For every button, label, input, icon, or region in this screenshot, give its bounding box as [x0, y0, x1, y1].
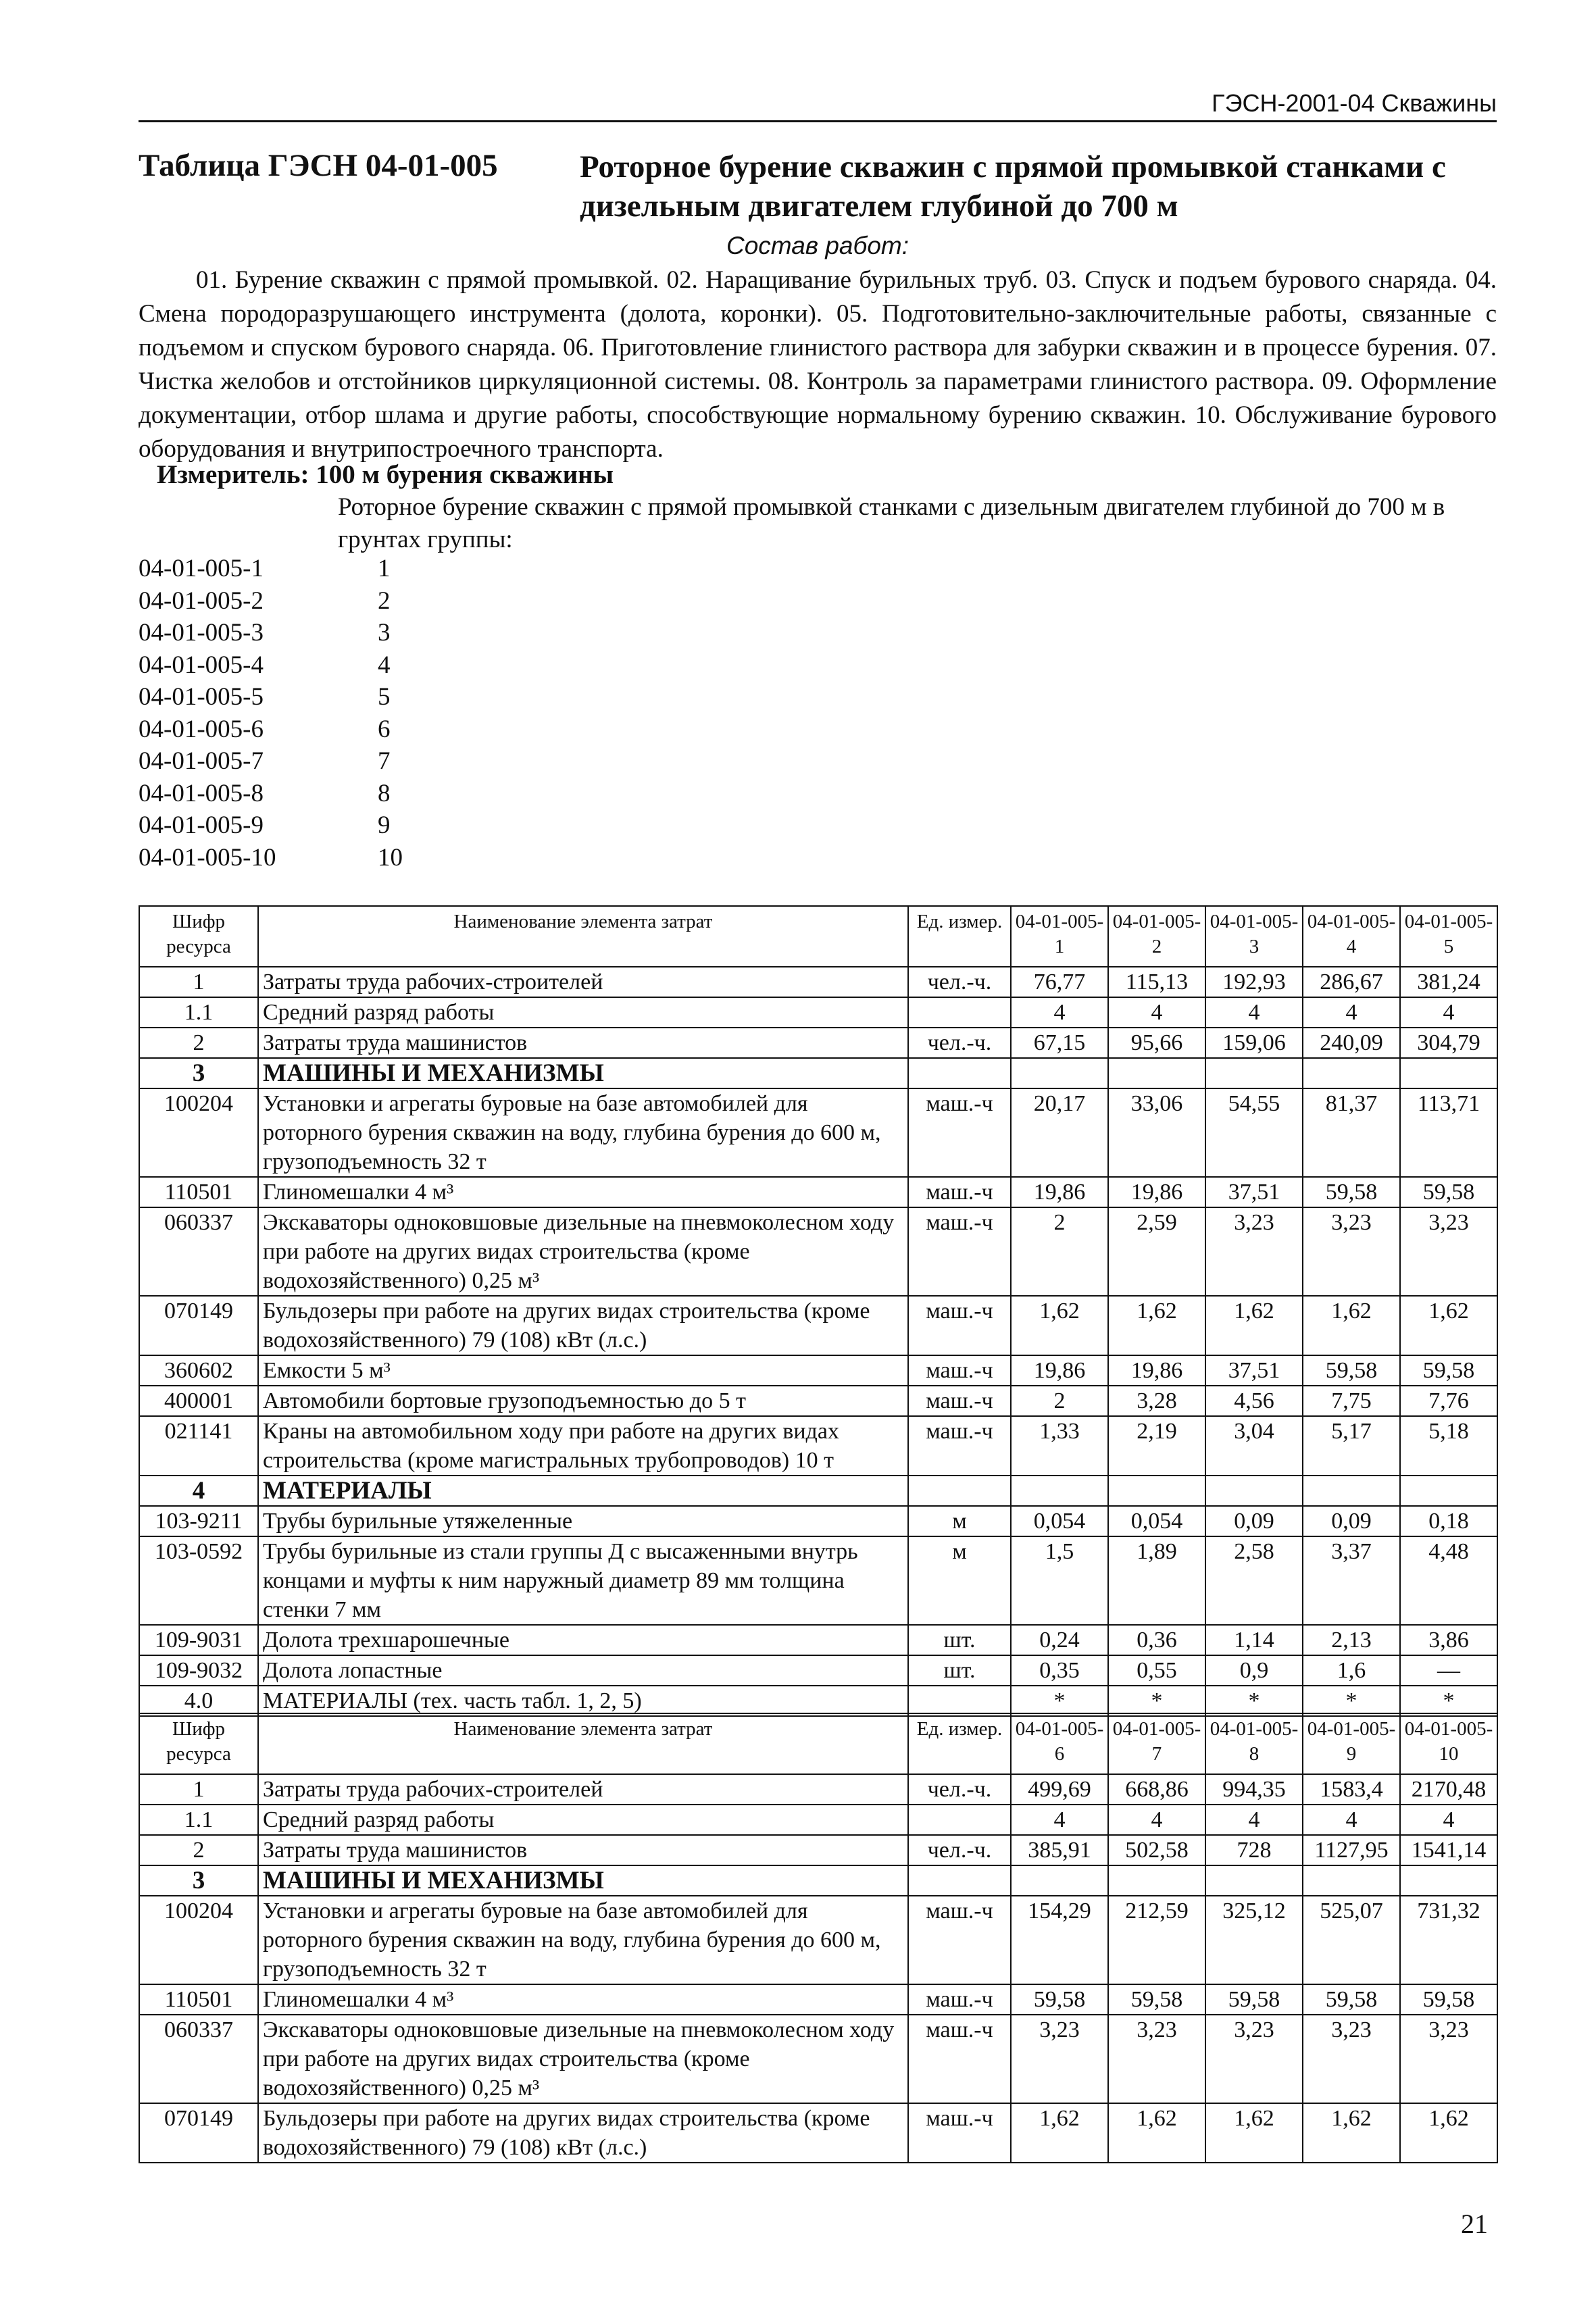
value-cell: 3,23: [1400, 2015, 1497, 2103]
header-column: 04-01-005-2: [1108, 906, 1205, 967]
value-cell: 0,054: [1011, 1506, 1108, 1536]
variant-group: 8: [378, 779, 391, 807]
value-cell: 525,07: [1303, 1896, 1400, 1984]
unit-cell: чел.-ч.: [908, 1835, 1011, 1865]
table-row: [139, 1207, 1497, 1296]
header-column: 04-01-005-8: [1205, 1713, 1303, 1774]
value-cell: 1,33: [1011, 1416, 1108, 1476]
value-cell: 59,58: [1205, 1984, 1303, 2015]
variant-list: [139, 553, 403, 874]
unit-cell: маш.-ч: [908, 1984, 1011, 2015]
cost-element-name: Экскаваторы одноковшовые дизельные на пневмоколесном ходу при работе на других видах строительства (кроме водохозяйственного) 0,25 м³: [258, 2015, 908, 2103]
value-cell: 20,17: [1011, 1088, 1108, 1177]
value-cell: 304,79: [1400, 1028, 1497, 1058]
value-cell: 240,09: [1303, 1028, 1400, 1058]
cost-element-name: МАШИНЫ И МЕХАНИЗМЫ: [258, 1058, 908, 1088]
value-cell: 4: [1108, 997, 1205, 1028]
unit-cell: маш.-ч: [908, 2103, 1011, 2163]
value-cell: 3,86: [1400, 1625, 1497, 1655]
value-cell: 67,15: [1011, 1028, 1108, 1058]
resource-code: 100204: [139, 1896, 258, 1984]
cost-element-name: Глиномешалки 4 м³: [258, 1984, 908, 2015]
value-cell: 2,19: [1108, 1416, 1205, 1476]
variant-group: 5: [378, 683, 391, 711]
value-cell: [1303, 1058, 1400, 1088]
variant-code: 04-01-005-4: [139, 651, 264, 679]
value-cell: 1,89: [1108, 1536, 1205, 1625]
value-cell: 37,51: [1205, 1177, 1303, 1207]
variant-group: 4: [378, 651, 391, 679]
value-cell: 5,18: [1400, 1416, 1497, 1476]
value-cell: 4,56: [1205, 1386, 1303, 1416]
value-cell: [1108, 1058, 1205, 1088]
cost-element-name: Установки и агрегаты буровые на базе автомобилей для роторного бурения скважин на воду, глубина бурения до 600 м, грузоподъемность 32 т: [258, 1088, 908, 1177]
table-row: [139, 1686, 1497, 1716]
unit-cell: [908, 997, 1011, 1028]
value-cell: 0,24: [1011, 1625, 1108, 1655]
header-unit: Ед. измер.: [908, 1713, 1011, 1774]
header-code: Шифр ресурса: [139, 906, 258, 967]
value-cell: 0,09: [1205, 1506, 1303, 1536]
resource-code: 109-9031: [139, 1625, 258, 1655]
table-row: [139, 967, 1497, 997]
value-cell: 668,86: [1108, 1774, 1205, 1805]
value-cell: [1011, 1865, 1108, 1896]
table-row: [139, 1536, 1497, 1625]
header-column: 04-01-005-7: [1108, 1713, 1205, 1774]
header-column: 04-01-005-10: [1400, 1713, 1497, 1774]
cost-element-name: Средний разряд работы: [258, 997, 908, 1028]
value-cell: 5,17: [1303, 1416, 1400, 1476]
value-cell: 2,59: [1108, 1207, 1205, 1296]
variant-code: 04-01-005-6: [139, 715, 264, 743]
unit-cell: шт.: [908, 1625, 1011, 1655]
value-cell: 3,28: [1108, 1386, 1205, 1416]
value-cell: 3,23: [1303, 2015, 1400, 2103]
value-cell: *: [1011, 1686, 1108, 1716]
resource-code: 070149: [139, 2103, 258, 2163]
value-cell: [1011, 1476, 1108, 1506]
resource-code: 2: [139, 1028, 258, 1058]
variant-row: [139, 649, 403, 682]
table-row: [139, 1506, 1497, 1536]
value-cell: [1400, 1865, 1497, 1896]
value-cell: 54,55: [1205, 1088, 1303, 1177]
value-cell: 1541,14: [1400, 1835, 1497, 1865]
variant-code: 04-01-005-9: [139, 811, 264, 839]
cost-element-name: Затраты труда рабочих-строителей: [258, 1774, 908, 1805]
unit-cell: [908, 1058, 1011, 1088]
works-heading: Состав работ:: [726, 232, 909, 259]
resource-code: 3: [139, 1058, 258, 1088]
value-cell: 0,9: [1205, 1655, 1303, 1686]
value-cell: 1,62: [1400, 2103, 1497, 2163]
resource-code: 3: [139, 1865, 258, 1896]
value-cell: 76,77: [1011, 967, 1108, 997]
variant-code: 04-01-005-3: [139, 619, 264, 647]
value-cell: 154,29: [1011, 1896, 1108, 1984]
resource-code: 1: [139, 1774, 258, 1805]
table-row: [139, 1088, 1497, 1177]
unit-cell: чел.-ч.: [908, 967, 1011, 997]
variant-group: 6: [378, 715, 391, 743]
unit-cell: [908, 1686, 1011, 1716]
cost-element-name: Установки и агрегаты буровые на базе автомобилей для роторного бурения скважин на воду, глубина бурения до 600 м, грузоподъемность 32 т: [258, 1896, 908, 1984]
table-row: [139, 2103, 1497, 2163]
cost-element-name: Затраты труда машинистов: [258, 1835, 908, 1865]
variant-row: [139, 745, 403, 778]
variant-row: [139, 617, 403, 649]
value-cell: 59,58: [1303, 1984, 1400, 2015]
value-cell: 286,67: [1303, 967, 1400, 997]
value-cell: [1400, 1058, 1497, 1088]
value-cell: [1205, 1476, 1303, 1506]
value-cell: 4: [1108, 1805, 1205, 1835]
cost-element-name: Затраты труда рабочих-строителей: [258, 967, 908, 997]
table-code: Таблица ГЭСН 04-01-005: [139, 148, 498, 183]
value-cell: 59,58: [1400, 1177, 1497, 1207]
unit-cell: маш.-ч: [908, 1088, 1011, 1177]
variant-row: [139, 713, 403, 746]
value-cell: 4: [1400, 997, 1497, 1028]
variant-group: 7: [378, 747, 391, 775]
resource-code: 100204: [139, 1088, 258, 1177]
works-description: 01. Бурение скважин с прямой промывкой. 02. Наращивание бурильных труб. 03. Спуск и подъем бурового снаряда. 04. Смена породоразрушающего инструмента (долота, коронки). 05. Подготовительно-заключительные работы, связанные с подъемом и спуском бурового снаряда. 06. Приготовление глинистого раствора для забурки скважин и в процессе бурения. 07. Чистка желобов и отстойников циркуляционной системы. 08. Контроль за параметрами глинистого раствора. 09. Оформление документации, отбор шлама и другие работы, способствующие нормальному бурению скважин. 10. Обслуживание бурового оборудования и внутрипостроечного транспорта.: [139, 266, 1497, 463]
header-column: 04-01-005-5: [1400, 906, 1497, 967]
table-row: [139, 1416, 1497, 1476]
cost-table-2: [139, 1713, 1498, 2163]
resource-code: 1.1: [139, 1805, 258, 1835]
unit-cell: чел.-ч.: [908, 1028, 1011, 1058]
value-cell: 994,35: [1205, 1774, 1303, 1805]
cost-element-name: Бульдозеры при работе на других видах строительства (кроме водохозяйственного) 79 (108) кВт (л.с.): [258, 1296, 908, 1355]
measurement-unit: Измеритель: 100 м бурения скважины: [157, 460, 614, 489]
resource-code: 060337: [139, 1207, 258, 1296]
cost-element-name: МАТЕРИАЛЫ: [258, 1476, 908, 1506]
value-cell: 19,86: [1011, 1355, 1108, 1386]
value-cell: 1,62: [1303, 1296, 1400, 1355]
unit-cell: [908, 1865, 1011, 1896]
table-row: [139, 1774, 1497, 1805]
value-cell: 2: [1011, 1207, 1108, 1296]
value-cell: 113,71: [1400, 1088, 1497, 1177]
table-row: [139, 1386, 1497, 1416]
variant-group: 9: [378, 811, 391, 839]
resource-code: 1.1: [139, 997, 258, 1028]
cost-element-name: Трубы бурильные утяжеленные: [258, 1506, 908, 1536]
cost-element-name: Глиномешалки 4 м³: [258, 1177, 908, 1207]
table-row: [139, 1028, 1497, 1058]
header-column: 04-01-005-9: [1303, 1713, 1400, 1774]
table-row: [139, 1865, 1497, 1896]
variant-code: 04-01-005-2: [139, 586, 264, 615]
value-cell: 37,51: [1205, 1355, 1303, 1386]
resource-code: 110501: [139, 1177, 258, 1207]
cost-element-name: Затраты труда машинистов: [258, 1028, 908, 1058]
value-cell: [1303, 1476, 1400, 1506]
variant-group: 10: [378, 843, 403, 872]
table-row: [139, 1896, 1497, 1984]
variant-code: 04-01-005-8: [139, 779, 264, 807]
value-cell: 1,6: [1303, 1655, 1400, 1686]
value-cell: 4: [1205, 1805, 1303, 1835]
value-cell: 59,58: [1303, 1177, 1400, 1207]
variant-row: [139, 553, 403, 585]
value-cell: 325,12: [1205, 1896, 1303, 1984]
value-cell: 1,62: [1108, 2103, 1205, 2163]
value-cell: 3,23: [1205, 2015, 1303, 2103]
table-header-row: [139, 906, 1497, 967]
variant-row: [139, 585, 403, 618]
value-cell: 1127,95: [1303, 1835, 1400, 1865]
value-cell: 3,37: [1303, 1536, 1400, 1625]
unit-cell: [908, 1805, 1011, 1835]
value-cell: 4: [1303, 997, 1400, 1028]
cost-element-name: Емкости 5 м³: [258, 1355, 908, 1386]
value-cell: 3,23: [1303, 1207, 1400, 1296]
unit-cell: шт.: [908, 1655, 1011, 1686]
value-cell: 7,76: [1400, 1386, 1497, 1416]
value-cell: 3,23: [1011, 2015, 1108, 2103]
value-cell: 2,58: [1205, 1536, 1303, 1625]
table-row: [139, 1177, 1497, 1207]
value-cell: 212,59: [1108, 1896, 1205, 1984]
value-cell: 0,09: [1303, 1506, 1400, 1536]
variant-code: 04-01-005-10: [139, 843, 276, 872]
variant-row: [139, 809, 403, 842]
value-cell: 4: [1205, 997, 1303, 1028]
value-cell: 59,58: [1400, 1355, 1497, 1386]
value-cell: 1,62: [1205, 2103, 1303, 2163]
value-cell: 3,23: [1205, 1207, 1303, 1296]
unit-cell: м: [908, 1506, 1011, 1536]
value-cell: 4: [1011, 997, 1108, 1028]
value-cell: 4: [1303, 1805, 1400, 1835]
value-cell: 59,58: [1011, 1984, 1108, 2015]
header-code: Шифр ресурса: [139, 1713, 258, 1774]
value-cell: 95,66: [1108, 1028, 1205, 1058]
variant-code: 04-01-005-7: [139, 747, 264, 775]
variant-description: Роторное бурение скважин с прямой промывкой станками с дизельным двигателем глубиной до 700 м в грунтах группы:: [338, 493, 1445, 553]
unit-cell: маш.-ч: [908, 1296, 1011, 1355]
value-cell: 1,62: [1400, 1296, 1497, 1355]
value-cell: 731,32: [1400, 1896, 1497, 1984]
table-row: [139, 1058, 1497, 1088]
value-cell: [1205, 1865, 1303, 1896]
unit-cell: чел.-ч.: [908, 1774, 1011, 1805]
cost-element-name: Средний разряд работы: [258, 1805, 908, 1835]
value-cell: 3,23: [1400, 1207, 1497, 1296]
unit-cell: [908, 1476, 1011, 1506]
value-cell: 2,13: [1303, 1625, 1400, 1655]
table-row: [139, 1625, 1497, 1655]
resource-code: 021141: [139, 1416, 258, 1476]
table-title: Роторное бурение скважин с прямой промывкой станками с дизельным двигателем глубиной до 700 м: [580, 149, 1446, 224]
value-cell: 1,62: [1205, 1296, 1303, 1355]
header-column: 04-01-005-4: [1303, 906, 1400, 967]
unit-cell: м: [908, 1536, 1011, 1625]
value-cell: 1,62: [1011, 1296, 1108, 1355]
variant-group: 2: [378, 586, 391, 615]
table-row: [139, 2015, 1497, 2103]
value-cell: 1,62: [1303, 2103, 1400, 2163]
value-cell: 0,36: [1108, 1625, 1205, 1655]
unit-cell: маш.-ч: [908, 1896, 1011, 1984]
header-name: Наименование элемента затрат: [258, 906, 908, 967]
value-cell: 159,06: [1205, 1028, 1303, 1058]
unit-cell: маш.-ч: [908, 1355, 1011, 1386]
unit-cell: маш.-ч: [908, 1177, 1011, 1207]
cost-element-name: Долота лопастные: [258, 1655, 908, 1686]
value-cell: 1,62: [1108, 1296, 1205, 1355]
value-cell: *: [1400, 1686, 1497, 1716]
value-cell: 7,75: [1303, 1386, 1400, 1416]
unit-cell: маш.-ч: [908, 1416, 1011, 1476]
resource-code: 109-9032: [139, 1655, 258, 1686]
running-header: ГЭСН-2001-04 Скважины: [139, 89, 1497, 122]
resource-code: 103-0592: [139, 1536, 258, 1625]
resource-code: 360602: [139, 1355, 258, 1386]
table-row: [139, 1355, 1497, 1386]
table-row: [139, 997, 1497, 1028]
value-cell: 59,58: [1303, 1355, 1400, 1386]
table-row: [139, 1835, 1497, 1865]
table-row: [139, 1476, 1497, 1506]
value-cell: *: [1205, 1686, 1303, 1716]
value-cell: 3,23: [1108, 2015, 1205, 2103]
table-row: [139, 1655, 1497, 1686]
value-cell: 19,86: [1108, 1355, 1205, 1386]
unit-cell: маш.-ч: [908, 1207, 1011, 1296]
cost-element-name: Долота трехшарошечные: [258, 1625, 908, 1655]
resource-code: 4: [139, 1476, 258, 1506]
value-cell: 1,5: [1011, 1536, 1108, 1625]
value-cell: [1400, 1476, 1497, 1506]
cost-element-name: МАТЕРИАЛЫ (тех. часть табл. 1, 2, 5): [258, 1686, 908, 1716]
cost-element-name: Бульдозеры при работе на других видах строительства (кроме водохозяйственного) 79 (108) кВт (л.с.): [258, 2103, 908, 2163]
variant-code: 04-01-005-1: [139, 555, 264, 582]
header-name: Наименование элемента затрат: [258, 1713, 908, 1774]
value-cell: 502,58: [1108, 1835, 1205, 1865]
resource-code: 103-9211: [139, 1506, 258, 1536]
unit-cell: маш.-ч: [908, 1386, 1011, 1416]
value-cell: 0,18: [1400, 1506, 1497, 1536]
resource-code: 2: [139, 1835, 258, 1865]
value-cell: 115,13: [1108, 967, 1205, 997]
variant-group: 3: [378, 619, 391, 647]
header-column: 04-01-005-3: [1205, 906, 1303, 967]
value-cell: 728: [1205, 1835, 1303, 1865]
table-row: [139, 1984, 1497, 2015]
resource-code: 070149: [139, 1296, 258, 1355]
cost-element-name: МАШИНЫ И МЕХАНИЗМЫ: [258, 1865, 908, 1896]
value-cell: 4: [1400, 1805, 1497, 1835]
value-cell: 499,69: [1011, 1774, 1108, 1805]
resource-code: 1: [139, 967, 258, 997]
resource-code: 400001: [139, 1386, 258, 1416]
page-number: 21: [1461, 2209, 1488, 2239]
resource-code: 110501: [139, 1984, 258, 2015]
value-cell: 1,14: [1205, 1625, 1303, 1655]
cost-element-name: Экскаваторы одноковшовые дизельные на пневмоколесном ходу при работе на других видах строительства (кроме водохозяйственного) 0,25 м³: [258, 1207, 908, 1296]
resource-code: 060337: [139, 2015, 258, 2103]
header-unit: Ед. измер.: [908, 906, 1011, 967]
value-cell: 385,91: [1011, 1835, 1108, 1865]
cost-table-1: [139, 905, 1498, 1717]
value-cell: [1205, 1058, 1303, 1088]
table-row: [139, 1805, 1497, 1835]
value-cell: 0,35: [1011, 1655, 1108, 1686]
header-column: 04-01-005-1: [1011, 906, 1108, 967]
value-cell: 81,37: [1303, 1088, 1400, 1177]
value-cell: 59,58: [1108, 1984, 1205, 2015]
table-row: [139, 1296, 1497, 1355]
value-cell: 1583,4: [1303, 1774, 1400, 1805]
resource-code: 4.0: [139, 1686, 258, 1716]
value-cell: 4: [1011, 1805, 1108, 1835]
value-cell: [1108, 1476, 1205, 1506]
value-cell: 2170,48: [1400, 1774, 1497, 1805]
value-cell: [1011, 1058, 1108, 1088]
variant-row: [139, 778, 403, 810]
value-cell: [1303, 1865, 1400, 1896]
table-header-row: [139, 1713, 1497, 1774]
value-cell: 59,58: [1400, 1984, 1497, 2015]
value-cell: 33,06: [1108, 1088, 1205, 1177]
value-cell: 0,054: [1108, 1506, 1205, 1536]
value-cell: —: [1400, 1655, 1497, 1686]
variant-code: 04-01-005-5: [139, 683, 264, 711]
unit-cell: маш.-ч: [908, 2015, 1011, 2103]
value-cell: 4,48: [1400, 1536, 1497, 1625]
cost-element-name: Автомобили бортовые грузоподъемностью до 5 т: [258, 1386, 908, 1416]
cost-element-name: Краны на автомобильном ходу при работе на других видах строительства (кроме магистральных трубопроводов) 10 т: [258, 1416, 908, 1476]
value-cell: *: [1108, 1686, 1205, 1716]
value-cell: 192,93: [1205, 967, 1303, 997]
value-cell: 2: [1011, 1386, 1108, 1416]
value-cell: 381,24: [1400, 967, 1497, 997]
variant-row: [139, 681, 403, 713]
value-cell: 1,62: [1011, 2103, 1108, 2163]
variant-row: [139, 842, 403, 874]
value-cell: 0,55: [1108, 1655, 1205, 1686]
cost-element-name: Трубы бурильные из стали группы Д с высаженными внутрь концами и муфты к ним наружный диаметр 89 мм толщина стенки 7 мм: [258, 1536, 908, 1625]
value-cell: [1108, 1865, 1205, 1896]
header-column: 04-01-005-6: [1011, 1713, 1108, 1774]
value-cell: *: [1303, 1686, 1400, 1716]
variant-group: 1: [378, 555, 391, 582]
value-cell: 19,86: [1108, 1177, 1205, 1207]
value-cell: 3,04: [1205, 1416, 1303, 1476]
value-cell: 19,86: [1011, 1177, 1108, 1207]
